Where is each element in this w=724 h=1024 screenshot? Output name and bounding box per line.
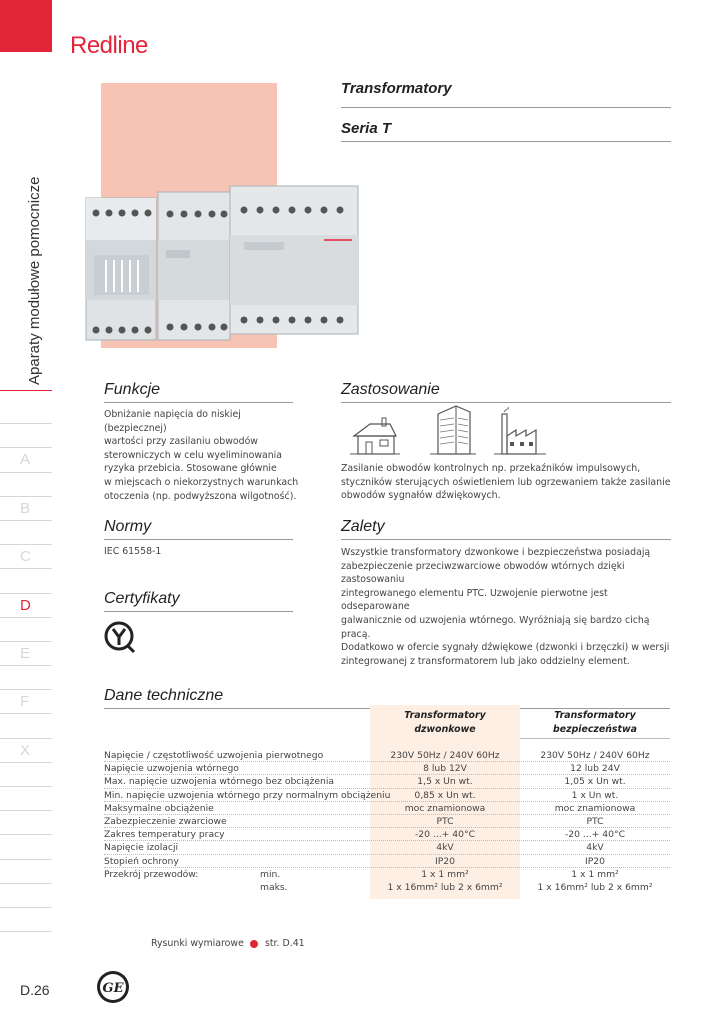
funkcje-text: [104, 408, 304, 503]
funkcje-line: otoczenia (np. podwyższona wilgotność).: [104, 490, 297, 502]
dimension-drawings-label: Rysunki wymiarowe: [151, 938, 244, 949]
row-label: Maksymalne obciążenie: [104, 802, 214, 814]
funkcje-heading: Funkcje: [104, 381, 161, 398]
funkcje-line: w miejscach o niekorzystnych warunkach: [104, 476, 299, 488]
zalety-line: galwanicznie od uzwojenia wtórnego. Wyróżniają się bardzo cichą pracą.: [341, 614, 650, 640]
chapter-letter: F: [20, 693, 30, 711]
ge-logo: [96, 970, 130, 1004]
row-value-doorbell: 4kV: [436, 842, 454, 854]
chapter-row: [0, 884, 52, 908]
office-building-icon: [430, 404, 476, 458]
funkcje-rule: [104, 402, 293, 403]
chapter-row: [0, 811, 52, 835]
row-label: Stopień ochrony: [104, 855, 179, 867]
row-value-safety: PTC: [586, 816, 604, 827]
row-label: Napięcie uzwojenia wtórnego: [104, 763, 239, 775]
column-header-line: Transformatory: [404, 710, 486, 721]
chapter-letter-active: D: [20, 596, 31, 614]
header-separator: [520, 738, 670, 739]
funkcje-line: Obniżanie napięcia do niskiej (bezpiecznej): [104, 409, 241, 434]
transformer-large-icon: [230, 186, 358, 334]
zastosowanie-heading: Zastosowanie: [341, 381, 440, 398]
zalety-line: zabezpieczenie przeciwzwarciowe obwodów wtórnych dzięki zastosowaniu: [341, 560, 625, 586]
chapter-row: [0, 860, 52, 884]
table-row: [104, 762, 670, 775]
house-icon: [350, 410, 400, 458]
row-value-doorbell: PTC: [436, 816, 454, 827]
row-value-safety: -20 ...+ 40°C: [564, 829, 625, 841]
zalety-heading: Zalety: [341, 518, 385, 535]
zalety-rule: [341, 539, 671, 540]
zastosowanie-line: obwodów sygnałów dźwiękowych.: [341, 490, 501, 502]
title-rule: [341, 107, 671, 108]
chapter-index: [0, 400, 52, 932]
row-value-doorbell: IP20: [435, 855, 455, 867]
factory-icon: [494, 406, 546, 458]
chapter-row: [0, 666, 52, 690]
column-header-safety: [520, 709, 670, 737]
row-label: Napięcie / częstotliwość uzwojenia pierwotnego: [104, 750, 324, 761]
row-value-safety: moc znamionowa: [554, 802, 636, 814]
table-row: [104, 815, 670, 828]
chapter-tab-b[interactable]: [0, 497, 52, 521]
row-value-safety: 1 x 1 mm²: [571, 868, 619, 880]
chapter-tab-a[interactable]: [0, 448, 52, 472]
row-label: Napięcie izolacji: [104, 842, 179, 854]
page-number: D.26: [20, 982, 50, 998]
chapter-letter: X: [20, 741, 31, 759]
row-value-safety: 230V 50Hz / 240V 60Hz: [540, 750, 650, 761]
row-value-safety: 12 lub 24V: [570, 763, 620, 775]
chapter-letter: B: [20, 499, 31, 517]
table-row: [104, 775, 670, 788]
row-value-doorbell: moc znamionowa: [404, 802, 486, 814]
zalety-line: Dodatkowo w ofercie sygnały dźwiękowe (dzwonki i brzęczki) w wersji: [341, 642, 670, 654]
funkcje-line: ryzyka przebicia. Stosowane głównie: [104, 463, 277, 475]
zalety-line: zintegrowanego elementu PTC. Uzwojenie pierwotne jest odseparowane: [341, 587, 608, 613]
brand-title: Redline: [70, 32, 148, 59]
funkcje-line: wartości przy zasilaniu obwodów: [104, 436, 258, 448]
product-title: Transformatory: [341, 80, 452, 97]
chapter-tab-f[interactable]: [0, 690, 52, 714]
row-sublabel: maks.: [260, 882, 288, 893]
column-header-doorbell: [370, 709, 520, 737]
column-header-line: bezpieczeństwa: [553, 724, 637, 735]
chapter-row: [0, 835, 52, 859]
section-vertical-title: Aparaty modułowe pomocnicze: [26, 176, 43, 385]
series-rule: [341, 141, 671, 142]
chapter-letter: E: [20, 644, 31, 662]
row-value-doorbell: 1 x 1 mm²: [421, 868, 469, 880]
table-row: [104, 881, 670, 894]
zalety-line: zintegrowanej z transformatorem lub jako oddzielny element.: [341, 655, 630, 667]
row-value-doorbell: 1 x 16mm² lub 2 x 6mm²: [387, 882, 503, 893]
left-sidebar: [0, 0, 52, 1024]
table-row: [104, 868, 670, 881]
zastosowanie-rule: [341, 402, 671, 403]
transformer-small-icon: [86, 198, 156, 340]
normy-rule: [104, 539, 293, 540]
chapter-row: [0, 763, 52, 787]
chapter-row: [0, 618, 52, 642]
certification-mark-icon: [104, 620, 136, 654]
row-value-safety: 1 x Un wt.: [571, 789, 619, 801]
chapter-row: [0, 569, 52, 593]
row-label: Zabezpieczenie zwarciowe: [104, 816, 227, 827]
row-label: Min. napięcie uzwojenia wtórnego przy normalnym obciążeniu: [104, 789, 391, 801]
row-value-safety: 1 x 16mm² lub 2 x 6mm²: [537, 882, 653, 893]
normy-text: IEC 61558-1: [104, 546, 162, 557]
chapter-row: [0, 521, 52, 545]
chapter-letter: A: [20, 451, 31, 469]
row-sublabel: min.: [260, 868, 281, 880]
product-photo: [84, 180, 360, 350]
bullet-dot-icon: [250, 940, 258, 948]
dane-heading: Dane techniczne: [104, 687, 224, 704]
table-row: [104, 749, 670, 762]
chapter-row: [0, 473, 52, 497]
row-value-safety: IP20: [585, 855, 605, 867]
sidebar-divider: [0, 390, 52, 391]
row-label: Zakres temperatury pracy: [104, 829, 225, 841]
row-value-safety: 4kV: [586, 842, 604, 854]
chapter-row: [0, 400, 52, 424]
chapter-tab-c[interactable]: [0, 545, 52, 569]
zastosowanie-line: styczników sterujących oświetleniem lub ogrzewaniem także zasilanie: [341, 476, 671, 488]
table-row: [104, 828, 670, 841]
ge-logo-letters: GE: [102, 981, 124, 996]
certyfikaty-rule: [104, 611, 293, 612]
row-label: Max. napięcie uzwojenia wtórnego bez obciążenia: [104, 776, 335, 788]
chapter-row: [0, 787, 52, 811]
zalety-text: [341, 546, 676, 668]
row-label: Przekrój przewodów:: [104, 868, 199, 880]
zastosowanie-line: Zasilanie obwodów kontrolnych np. przekaźników impulsowych,: [341, 463, 641, 474]
table-row: [104, 855, 670, 868]
row-value-doorbell: 8 lub 12V: [423, 763, 467, 775]
chapter-row: [0, 424, 52, 448]
normy-heading: Normy: [104, 518, 152, 535]
row-value-doorbell: 0,85 x Un wt.: [414, 789, 476, 801]
table-row: [104, 789, 670, 802]
chapter-tab-x[interactable]: [0, 739, 52, 763]
column-header-line: dzwonkowe: [414, 724, 476, 735]
row-value-doorbell: 230V 50Hz / 240V 60Hz: [390, 750, 500, 761]
brand-color-block: [0, 0, 52, 52]
chapter-tab-d[interactable]: [0, 594, 52, 618]
chapter-tab-e[interactable]: [0, 642, 52, 666]
dimension-drawings-link[interactable]: str. D.41: [265, 938, 305, 949]
row-value-doorbell: 1,5 x Un wt.: [417, 776, 473, 788]
zastosowanie-text: [341, 462, 671, 503]
chapter-letter: C: [20, 548, 31, 566]
row-value-safety: 1,05 x Un wt.: [564, 776, 626, 788]
certyfikaty-heading: Certyfikaty: [104, 590, 180, 607]
table-row: [104, 802, 670, 815]
series-title: Seria T: [341, 120, 392, 137]
transformer-medium-icon: [158, 192, 230, 340]
table-row: [104, 841, 670, 854]
chapter-row: [0, 908, 52, 932]
zalety-line: Wszystkie transformatory dzwonkowe i bezpieczeństwa posiadają: [341, 547, 651, 558]
column-header-line: Transformatory: [554, 710, 636, 721]
row-value-doorbell: -20 ...+ 40°C: [414, 829, 475, 841]
chapter-row: [0, 714, 52, 738]
funkcje-line: sterowniczych w celu wyeliminowania: [104, 449, 283, 461]
